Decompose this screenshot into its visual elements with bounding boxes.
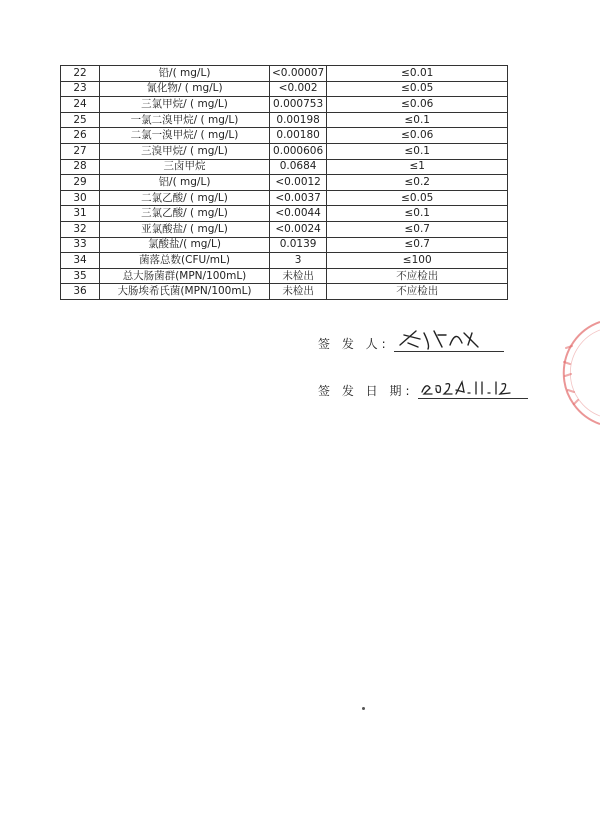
row-limit: ≤0.2 (327, 175, 508, 191)
row-limit: 不应检出 (327, 284, 508, 300)
row-limit: ≤0.01 (327, 66, 508, 82)
row-item: 菌落总数(CFU/mL) (100, 253, 270, 269)
row-limit: ≤0.1 (327, 112, 508, 128)
table-row (61, 97, 508, 113)
row-item: 二氯乙酸/ ( mg/L) (100, 190, 270, 206)
row-number: 27 (61, 143, 100, 159)
table-row (61, 253, 508, 269)
row-result: <0.00007 (270, 66, 327, 82)
row-result: 0.0139 (270, 237, 327, 253)
row-number: 24 (61, 97, 100, 113)
row-number: 31 (61, 206, 100, 222)
table-row (61, 81, 508, 97)
row-item: 一氯二溴甲烷/ ( mg/L) (100, 112, 270, 128)
row-limit: ≤100 (327, 253, 508, 269)
row-limit: ≤1 (327, 159, 508, 175)
row-result: <0.002 (270, 81, 327, 97)
row-result: 0.00180 (270, 128, 327, 144)
row-number: 35 (61, 268, 100, 284)
row-limit: ≤0.7 (327, 221, 508, 237)
official-seal (552, 318, 600, 428)
row-number: 33 (61, 237, 100, 253)
row-item: 铅/( mg/L) (100, 66, 270, 82)
table-row (61, 190, 508, 206)
row-result: 0.000606 (270, 143, 327, 159)
row-result: 未检出 (270, 268, 327, 284)
issue-date-handwriting (418, 374, 528, 398)
row-result: 0.0684 (270, 159, 327, 175)
row-item: 三氯乙酸/ ( mg/L) (100, 206, 270, 222)
table-row (61, 128, 508, 144)
row-result: <0.0044 (270, 206, 327, 222)
row-limit: ≤0.1 (327, 143, 508, 159)
row-result: <0.0012 (270, 175, 327, 191)
row-item: 大肠埃希氏菌(MPN/100mL) (100, 284, 270, 300)
row-limit: ≤0.05 (327, 190, 508, 206)
row-limit: ≤0.06 (327, 128, 508, 144)
table-row (61, 143, 508, 159)
row-item: 亚氯酸盐/ ( mg/L) (100, 221, 270, 237)
row-number: 36 (61, 284, 100, 300)
signer-label: 签 发 人: (318, 337, 390, 351)
row-result: <0.0037 (270, 190, 327, 206)
row-number: 22 (61, 66, 100, 82)
row-item: 总大肠菌群(MPN/100mL) (100, 268, 270, 284)
table-row (61, 66, 508, 82)
row-item: 氰化物/ ( mg/L) (100, 81, 270, 97)
table-row (61, 237, 508, 253)
row-number: 34 (61, 253, 100, 269)
row-limit: ≤0.05 (327, 81, 508, 97)
row-number: 26 (61, 128, 100, 144)
table-row (61, 206, 508, 222)
row-number: 28 (61, 159, 100, 175)
signer-handwritten-signature (394, 325, 504, 351)
issue-date-row (318, 380, 528, 399)
row-number: 29 (61, 175, 100, 191)
table-row (61, 159, 508, 175)
row-item: 二氯一溴甲烷/ ( mg/L) (100, 128, 270, 144)
row-limit: ≤0.1 (327, 206, 508, 222)
table-row (61, 112, 508, 128)
row-limit: ≤0.06 (327, 97, 508, 113)
row-result: 未检出 (270, 284, 327, 300)
row-limit: ≤0.7 (327, 237, 508, 253)
row-number: 30 (61, 190, 100, 206)
row-item: 氯酸盐/( mg/L) (100, 237, 270, 253)
row-item: 三卤甲烷 (100, 159, 270, 175)
row-number: 23 (61, 81, 100, 97)
results-table-body (61, 66, 508, 300)
row-result: 0.00198 (270, 112, 327, 128)
table-row (61, 284, 508, 300)
row-item: 三溴甲烷/ ( mg/L) (100, 143, 270, 159)
row-result: <0.0024 (270, 221, 327, 237)
table-row (61, 221, 508, 237)
row-number: 25 (61, 112, 100, 128)
scan-speck (362, 707, 365, 710)
results-table (60, 65, 508, 300)
row-number: 32 (61, 221, 100, 237)
signer-row (318, 333, 504, 352)
row-limit: 不应检出 (327, 268, 508, 284)
row-item: 铝/( mg/L) (100, 175, 270, 191)
row-item: 三氯甲烷/ ( mg/L) (100, 97, 270, 113)
issue-date-line (418, 380, 528, 399)
table-row (61, 268, 508, 284)
row-result: 3 (270, 253, 327, 269)
signer-signature-line (394, 333, 504, 352)
table-row (61, 175, 508, 191)
issue-date-label: 签 发 日 期: (318, 384, 414, 398)
row-result: 0.000753 (270, 97, 327, 113)
